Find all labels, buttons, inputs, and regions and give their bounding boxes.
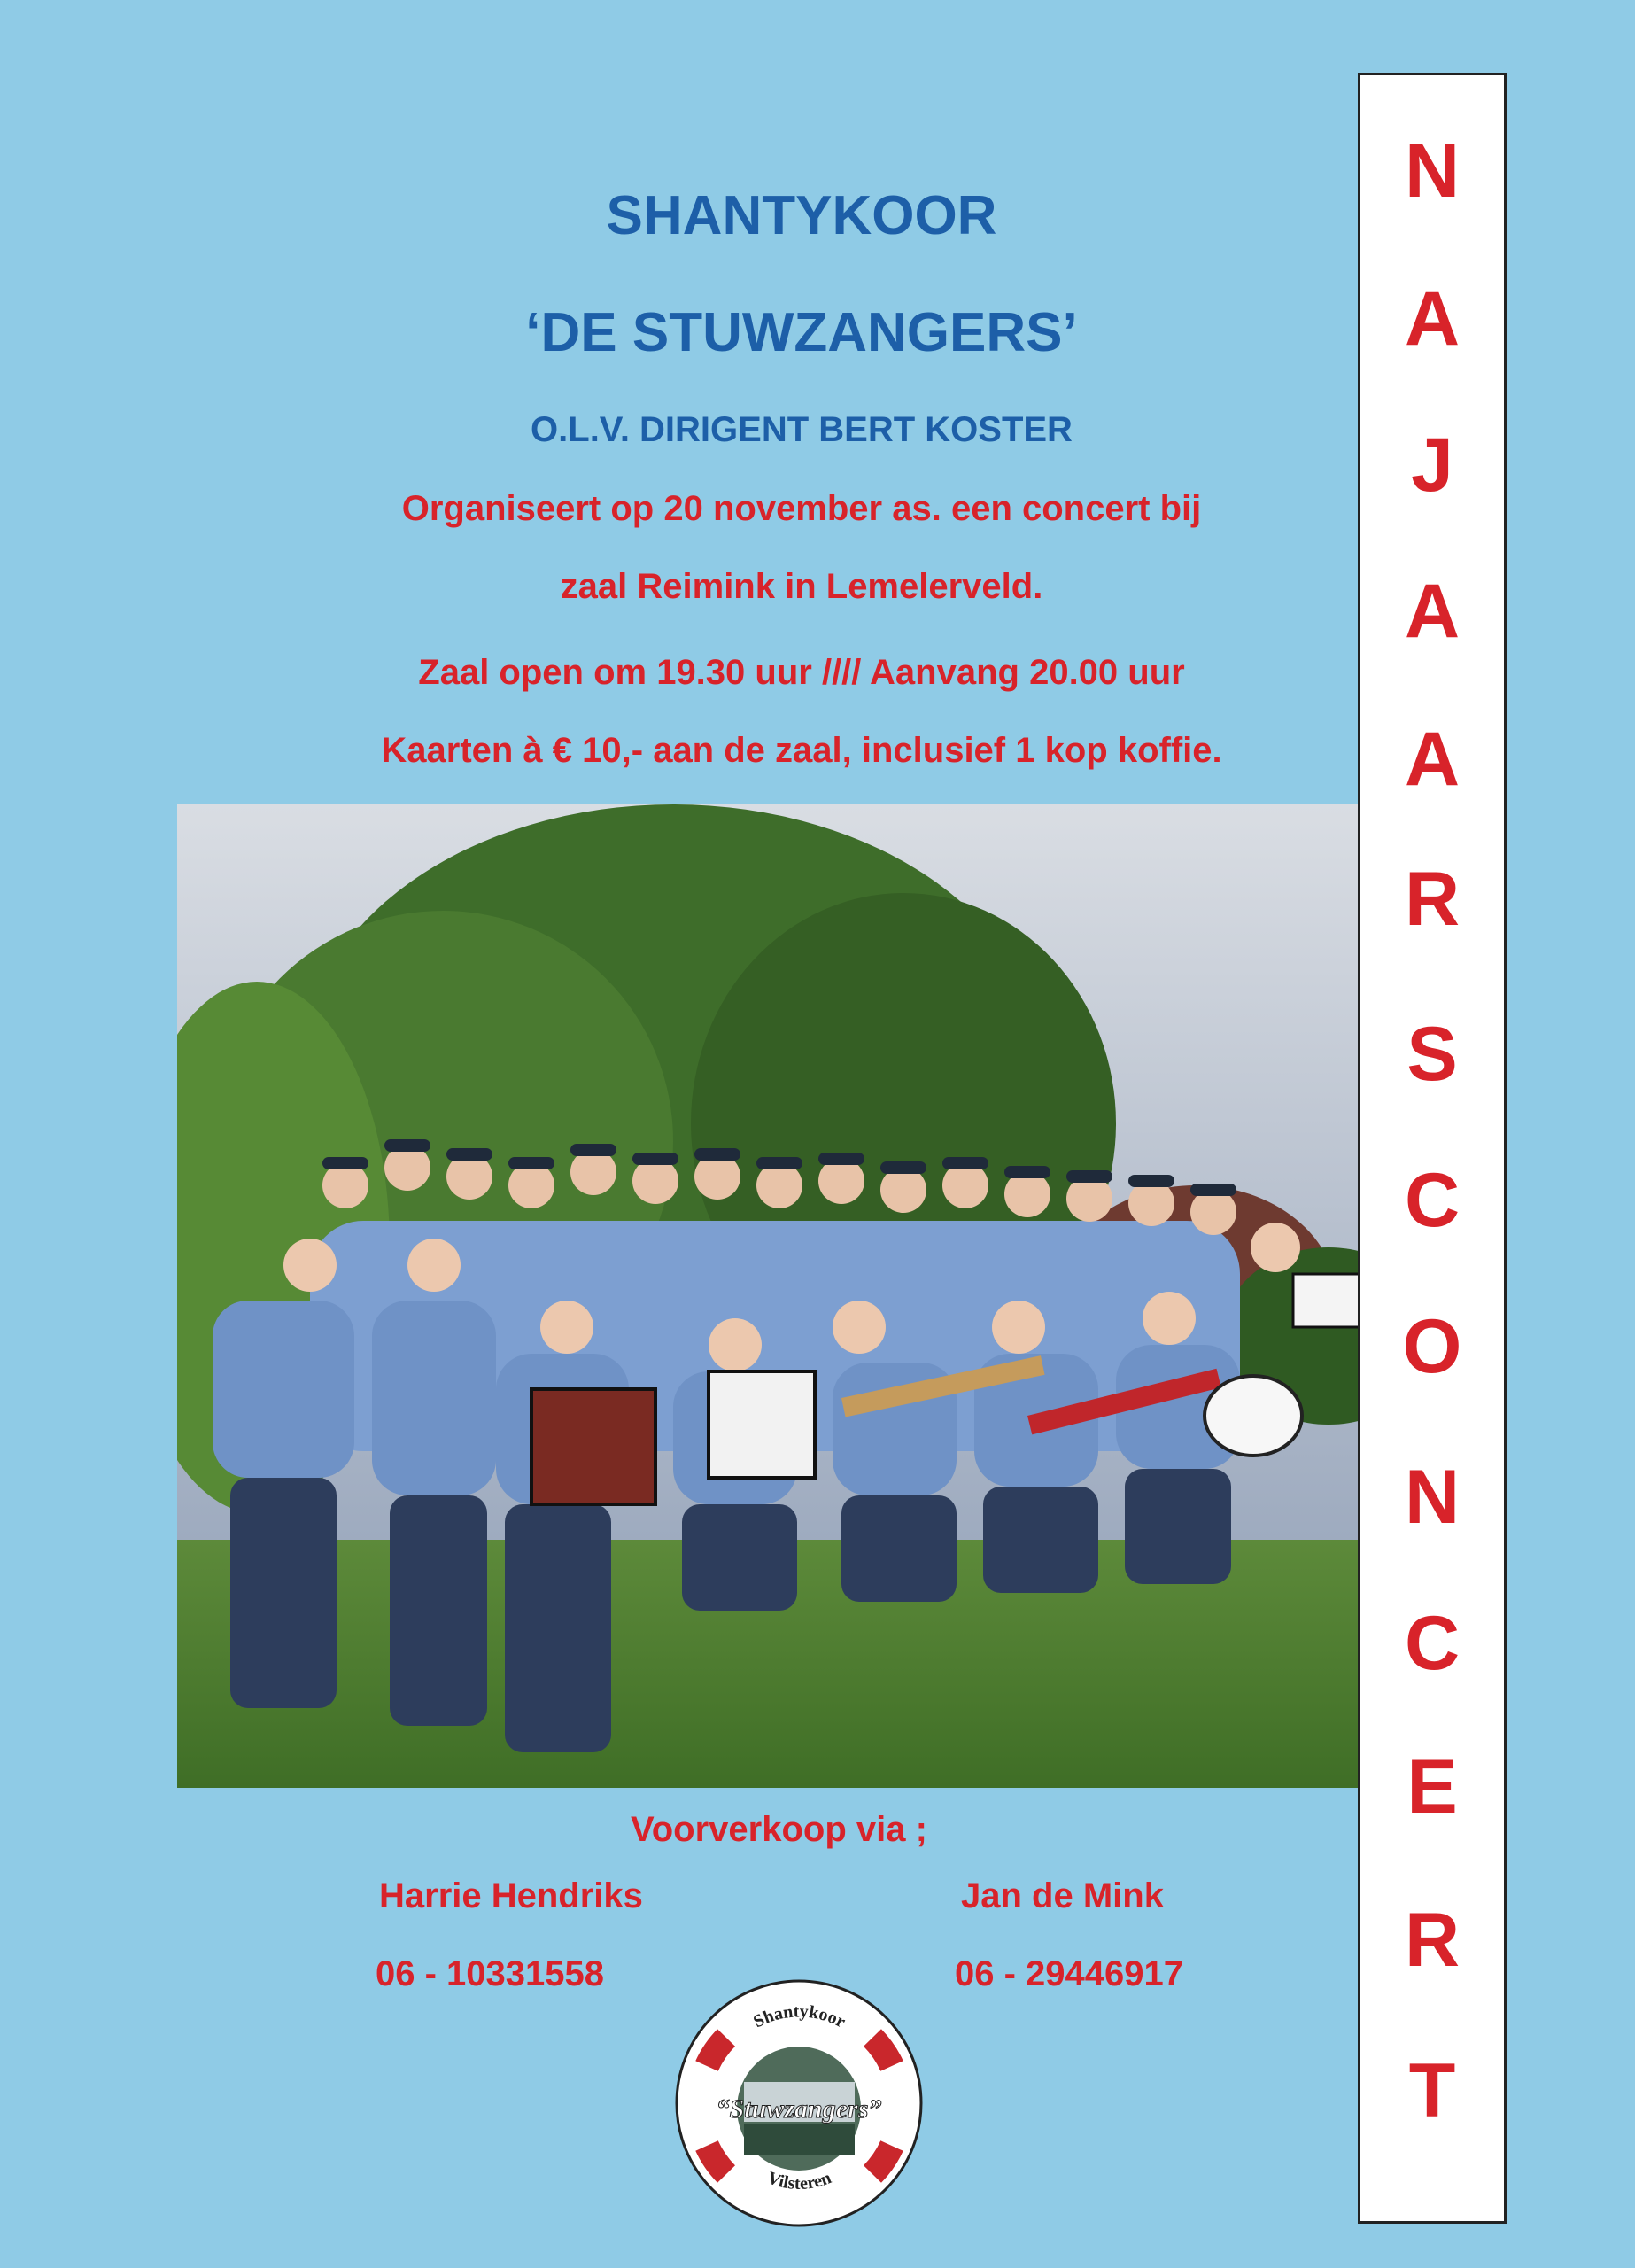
banner-letter: N <box>1404 1455 1461 1540</box>
contact-name: Jan de Mink <box>961 1876 1164 1915</box>
banner-letter: A <box>1404 569 1461 654</box>
presale-heading: Voorverkoop via ; <box>631 1810 927 1849</box>
event-line-times: Zaal open om 19.30 uur //// Aanvang 20.00 uur <box>418 653 1185 692</box>
logo-middle-text: “Stuwzangers” <box>716 2094 882 2124</box>
event-line-venue: zaal Reimink in Lemelerveld. <box>560 567 1043 606</box>
logo-bottom-text: Vilsteren <box>764 2168 834 2194</box>
banner-letter: C <box>1404 1158 1461 1243</box>
stuwzangers-logo <box>673 1977 926 2230</box>
contact-name: Harrie Hendriks <box>379 1876 643 1915</box>
conductor-line: O.L.V. DIRIGENT BERT KOSTER <box>531 410 1073 449</box>
event-line-date: Organiseert op 20 november as. een concert bij <box>401 489 1202 528</box>
banner-letter: N <box>1404 128 1461 214</box>
banner-letter: O <box>1402 1304 1462 1389</box>
banner-letter: A <box>1404 276 1461 361</box>
logo-top-text: Shantykoor <box>750 2001 849 2032</box>
contact-phone: 06 - 29446917 <box>955 1954 1184 1993</box>
banner-letter: C <box>1404 1601 1461 1686</box>
contact-phone: 06 - 10331558 <box>376 1954 605 1993</box>
choir-name: ‘DE STUWZANGERS’ <box>525 302 1078 363</box>
banner-letter: A <box>1404 717 1461 802</box>
choir-group-photo <box>177 804 1373 1788</box>
banner-letter: J <box>1411 423 1453 508</box>
event-line-tickets: Kaarten à € 10,- aan de zaal, inclusief 1 kop koffie. <box>381 731 1222 770</box>
banner-letter: T <box>1408 2048 1456 2133</box>
choir-title: SHANTYKOOR <box>606 185 997 246</box>
najaarsconcert-banner <box>1358 73 1507 2224</box>
banner-letter: R <box>1404 1898 1461 1983</box>
banner-letter: R <box>1404 857 1461 942</box>
banner-letter: S <box>1406 1012 1458 1097</box>
banner-letter: E <box>1406 1744 1458 1829</box>
